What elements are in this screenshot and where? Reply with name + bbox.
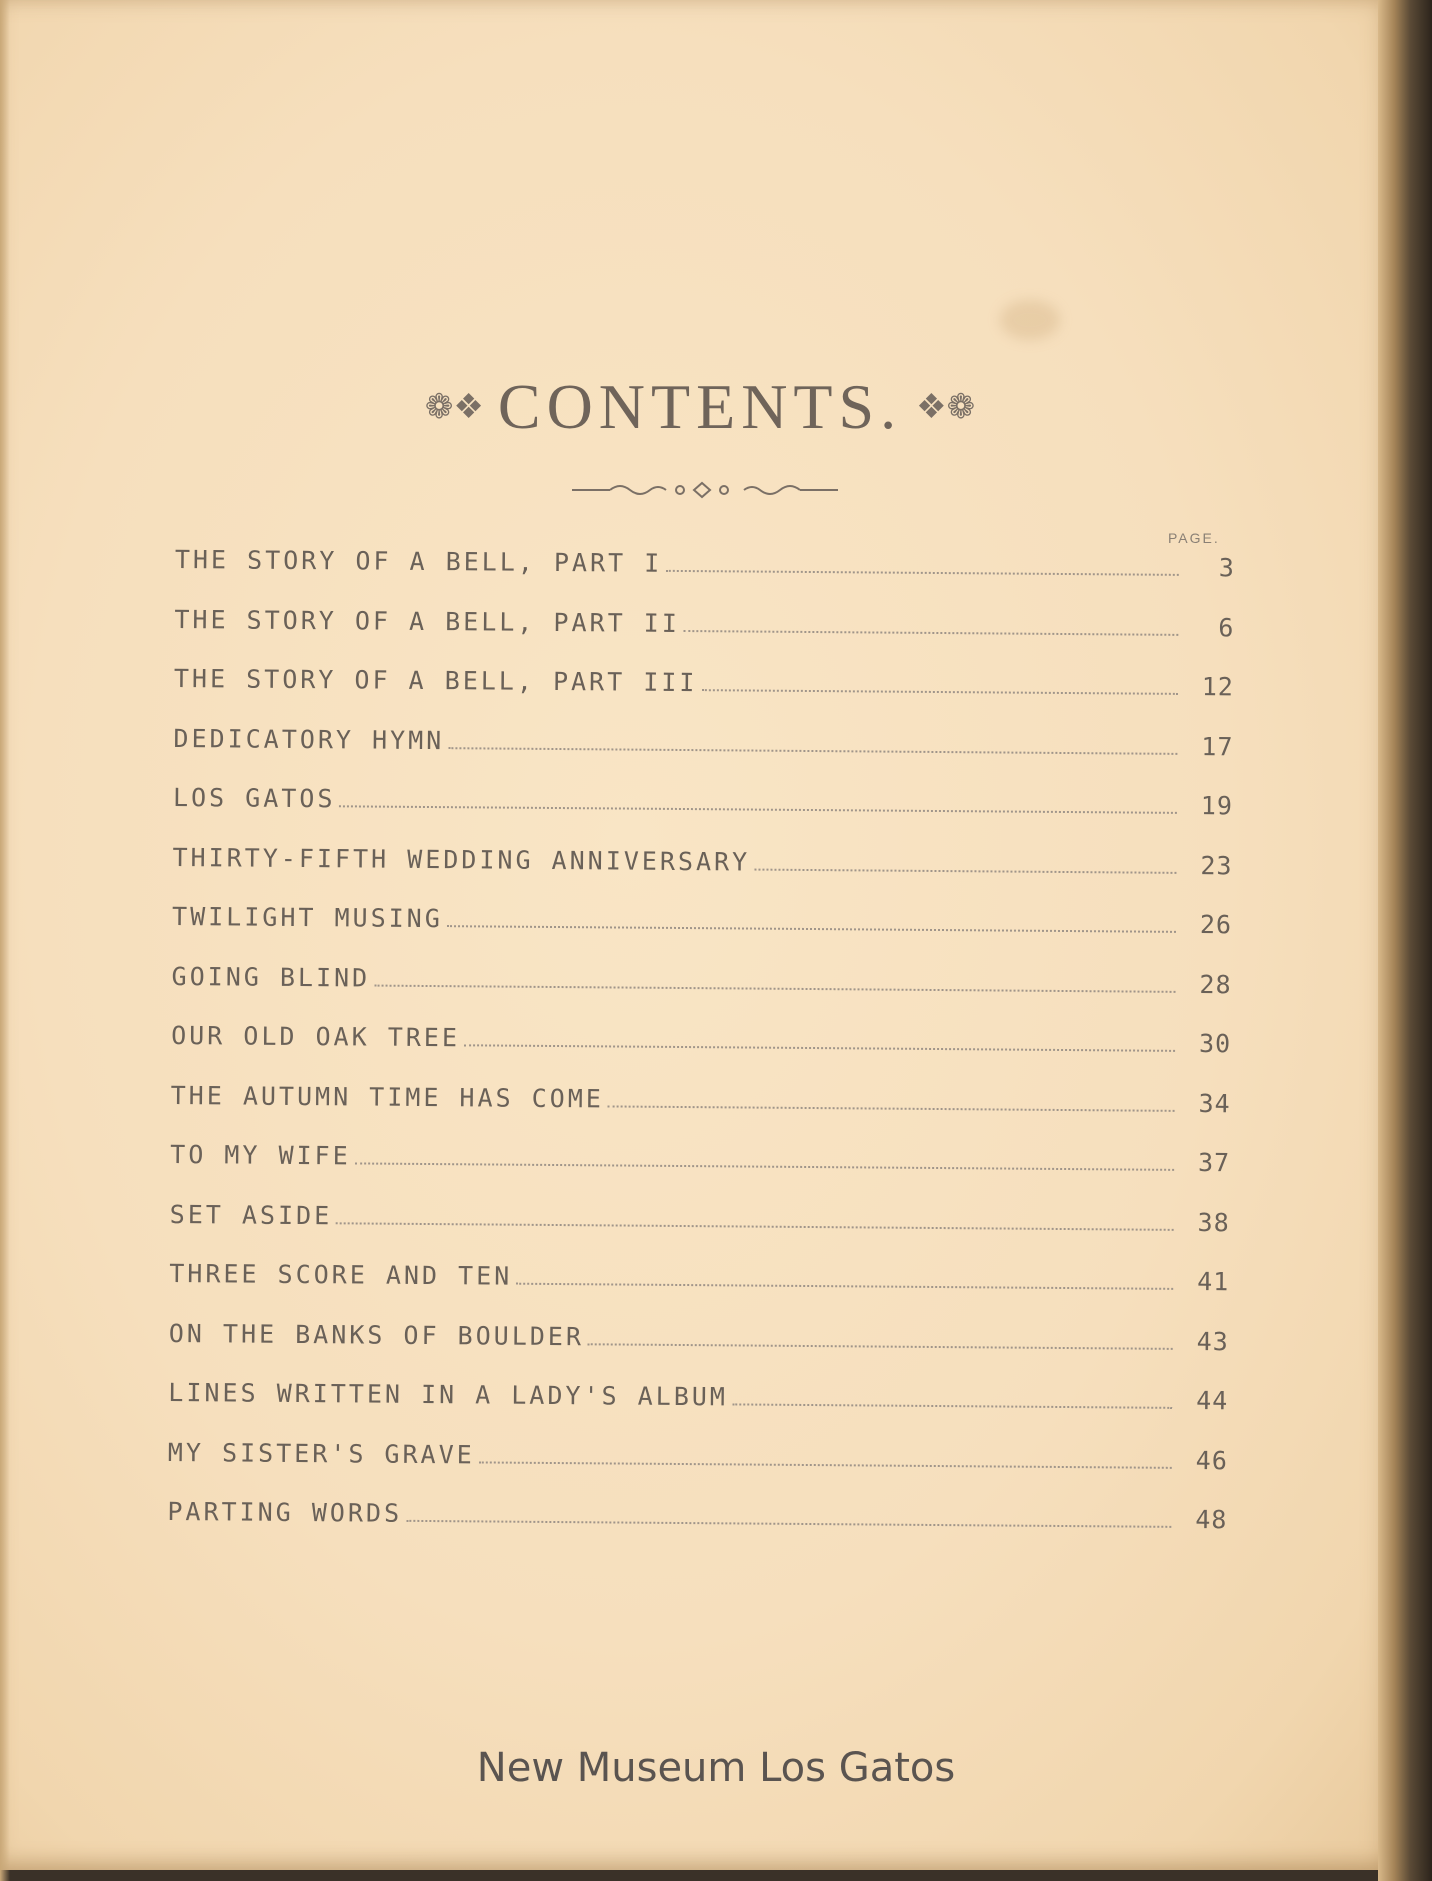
toc-entry — [167, 1497, 1227, 1565]
toc-entry-title: THE STORY OF A BELL, PART III — [173, 663, 698, 698]
toc-entry-title: TO MY WIFE — [170, 1139, 351, 1171]
toc-entry-page: 28 — [1199, 969, 1232, 999]
toc-entry-page: 23 — [1200, 850, 1233, 880]
toc-entry-page: 46 — [1195, 1445, 1228, 1475]
toc-entry-title: THREE SCORE AND TEN — [169, 1258, 513, 1291]
toc-entry-page: 12 — [1201, 672, 1235, 702]
toc-entry — [169, 1259, 1229, 1327]
toc-entry-title: THE STORY OF A BELL, PART I — [174, 545, 663, 578]
toc-entry — [171, 961, 1231, 1029]
toc-entry-page: 3 — [1218, 553, 1235, 583]
toc-entry-title: DEDICATORY HYMN — [173, 723, 445, 755]
toc-entry-page: 34 — [1198, 1088, 1231, 1118]
toc-dot-leader — [339, 804, 1177, 814]
toc-entry — [175, 545, 1235, 613]
page-column-label: PAGE. — [1168, 530, 1220, 546]
toc-entry — [172, 842, 1232, 910]
toc-entry-title: THE STORY OF A BELL, PART II — [174, 604, 680, 638]
toc-dot-leader — [464, 1043, 1175, 1052]
toc-entry-page: 44 — [1196, 1386, 1229, 1416]
toc-dot-leader — [374, 983, 1175, 992]
toc-entry — [168, 1437, 1228, 1505]
toc-dot-leader — [608, 1104, 1175, 1111]
toc-dot-leader — [336, 1221, 1174, 1231]
toc-entry-title: GOING BLIND — [171, 961, 371, 993]
toc-entry-page: 6 — [1218, 612, 1235, 642]
watermark: New Museum Los Gatos — [476, 1745, 956, 1791]
toc-dot-leader — [684, 628, 1179, 635]
toc-entry — [174, 664, 1234, 732]
toc-dot-leader — [701, 688, 1178, 695]
page-title: CONTENTS. — [497, 371, 903, 442]
toc-entry-page: 26 — [1199, 910, 1233, 940]
toc-entry — [174, 604, 1234, 672]
toc-dot-leader — [666, 569, 1179, 576]
toc-dot-leader — [447, 924, 1176, 933]
toc-dot-leader — [732, 1402, 1172, 1408]
toc-entry-title: OUR OLD OAK TREE — [171, 1020, 461, 1053]
page-edge-shadow — [0, 0, 10, 1881]
toc-entry-page: 30 — [1198, 1029, 1232, 1059]
toc-entry — [170, 1140, 1230, 1208]
toc-entry-title: THIRTY-FIFTH WEDDING ANNIVERSARY — [172, 842, 751, 877]
toc-entry-title: PARTING WORDS — [167, 1496, 403, 1528]
table-of-contents — [167, 545, 1235, 1565]
toc-entry — [168, 1378, 1228, 1446]
toc-entry — [170, 1080, 1230, 1148]
toc-entry — [173, 723, 1233, 791]
right-flourish-icon: ❖❁ — [916, 389, 976, 426]
toc-dot-leader — [448, 746, 1177, 755]
toc-dot-leader — [516, 1282, 1173, 1290]
toc-dot-leader — [754, 867, 1176, 873]
left-flourish-icon: ❁❖ — [424, 389, 484, 426]
toc-entry-title: THE AUTUMN TIME HAS COME — [170, 1080, 605, 1113]
toc-entry-title: SET ASIDE — [169, 1199, 333, 1230]
toc-entry — [172, 902, 1232, 970]
contents-heading — [0, 370, 1400, 444]
ornamental-divider-icon — [570, 478, 840, 502]
toc-entry-page: 41 — [1197, 1267, 1230, 1297]
toc-entry-page: 38 — [1197, 1207, 1230, 1237]
toc-entry-title: ON THE BANKS OF BOULDER — [168, 1318, 585, 1351]
toc-entry-page: 48 — [1195, 1505, 1228, 1535]
toc-dot-leader — [588, 1342, 1173, 1350]
toc-dot-leader — [355, 1161, 1174, 1170]
toc-entry-page: 43 — [1196, 1326, 1229, 1356]
toc-entry-title: MY SISTER'S GRAVE — [167, 1437, 475, 1469]
toc-entry — [168, 1318, 1228, 1386]
toc-entry-title: TWILIGHT MUSING — [171, 901, 443, 934]
toc-dot-leader — [479, 1460, 1172, 1468]
toc-entry-title: LOS GATOS — [172, 782, 336, 814]
toc-entry — [171, 1021, 1231, 1089]
toc-dot-leader — [406, 1519, 1171, 1528]
paper-stain — [1000, 300, 1060, 340]
toc-entry — [169, 1199, 1229, 1267]
toc-entry-title: LINES WRITTEN IN A LADY'S ALBUM — [168, 1377, 729, 1412]
toc-entry-page: 17 — [1201, 731, 1234, 761]
toc-entry — [173, 783, 1233, 851]
toc-entry-page: 37 — [1197, 1148, 1231, 1178]
book-binding — [1378, 0, 1432, 1881]
toc-entry-page: 19 — [1200, 791, 1234, 821]
